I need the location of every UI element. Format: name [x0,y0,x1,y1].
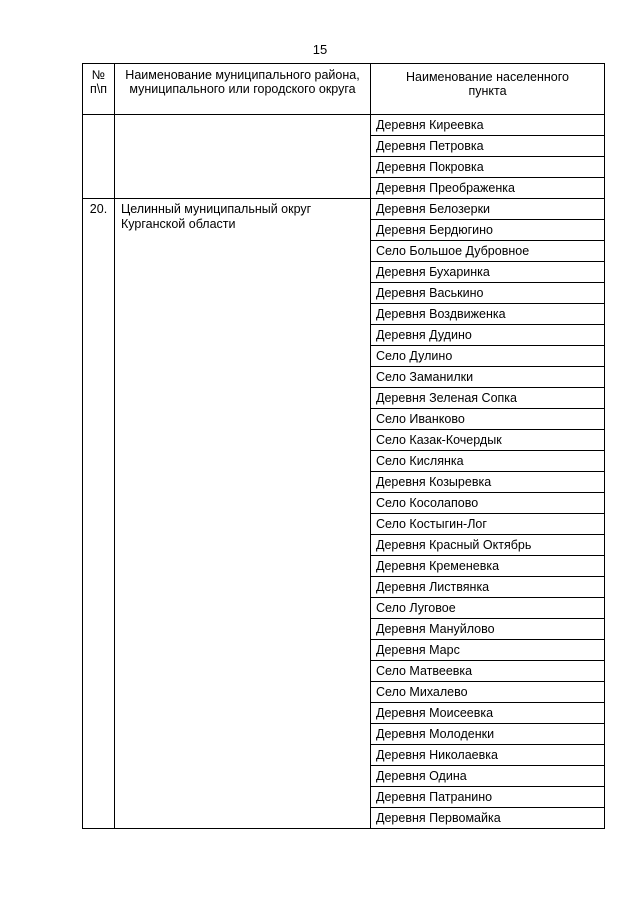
locality-cell: Деревня Молоденки [371,724,605,745]
locality-cell: Деревня Дудино [371,325,605,346]
header-locality [371,64,605,115]
continued-number-cell [83,115,115,199]
locality-cell: Деревня Козыревка [371,472,605,493]
district-name-line2: Курганской области [121,217,236,231]
locality-cell: Село Заманилки [371,367,605,388]
locality-cell: Село Дулино [371,346,605,367]
header-locality-label: Наименование населенного пункта [405,70,569,98]
locality-cell: Село Иванково [371,409,605,430]
locality-cell: Село Луговое [371,598,605,619]
locality-cell: Село Большое Дубровное [371,241,605,262]
locality-cell: Село Косолапово [371,493,605,514]
locality-cell: Деревня Бухаринка [371,262,605,283]
locality-cell: Деревня Кременевка [371,556,605,577]
settlements-table [82,63,605,829]
locality-cell: Село Казак-Кочердык [371,430,605,451]
locality-cell: Деревня Киреевка [371,115,605,136]
locality-cell: Деревня Мануйлово [371,619,605,640]
table-row [83,199,605,220]
locality-cell: Деревня Бердюгино [371,220,605,241]
locality-cell: Деревня Патранино [371,787,605,808]
locality-cell: Село Костыгин-Лог [371,514,605,535]
table-body [83,115,605,829]
locality-cell: Деревня Петровка [371,136,605,157]
locality-cell: Деревня Преображенка [371,178,605,199]
locality-cell: Деревня Моисеевка [371,703,605,724]
header-district-label: Наименование муниципального района, муниципального или городского округа [125,68,360,96]
locality-cell: Село Кислянка [371,451,605,472]
locality-cell: Село Михалево [371,682,605,703]
locality-cell: Деревня Николаевка [371,745,605,766]
header-district [115,64,371,115]
district-name [115,199,371,829]
district-name-line1: Целинный муниципальный округ [121,202,312,216]
header-number-label: № п\п [89,68,107,96]
locality-cell: Село Матвеевка [371,661,605,682]
locality-cell: Деревня Одина [371,766,605,787]
locality-cell: Деревня Марс [371,640,605,661]
locality-cell: Деревня Васькино [371,283,605,304]
locality-cell: Деревня Первомайка [371,808,605,829]
row-number: 20. [83,199,115,829]
locality-cell: Деревня Красный Октябрь [371,535,605,556]
locality-cell: Деревня Покровка [371,157,605,178]
table-header-row [83,64,605,115]
page-number: 15 [312,42,328,57]
locality-cell: Деревня Белозерки [371,199,605,220]
locality-cell: Деревня Листвянка [371,577,605,598]
locality-cell: Деревня Воздвиженка [371,304,605,325]
header-number [83,64,115,115]
continued-district-cell [115,115,371,199]
locality-cell: Деревня Зеленая Сопка [371,388,605,409]
table-row [83,115,605,136]
